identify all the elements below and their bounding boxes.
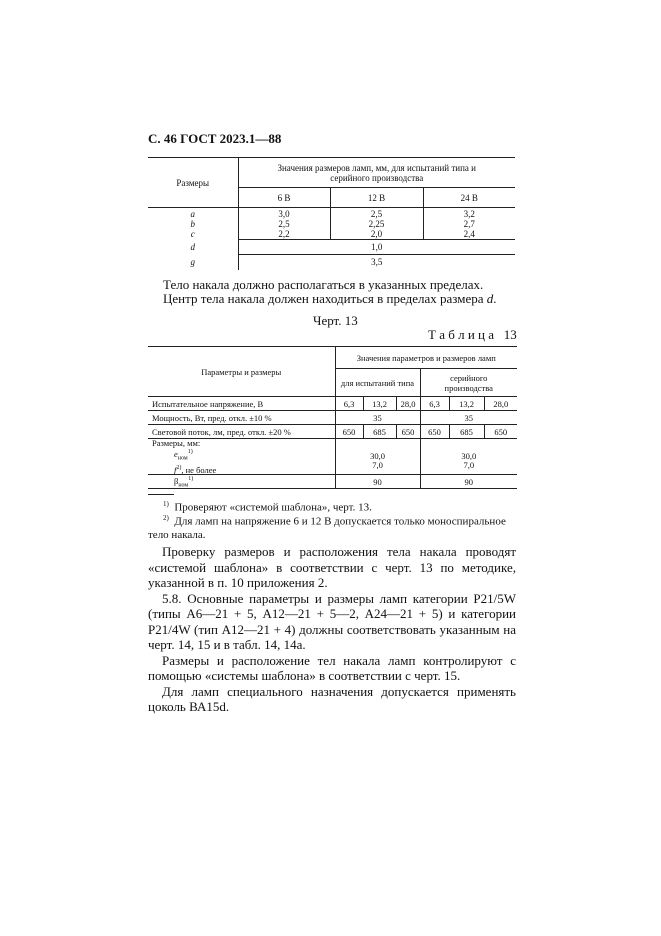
voltage-12v-header: 12 В — [330, 188, 423, 208]
flux-cell: 685 — [449, 425, 484, 439]
paragraph: Размеры и расположение тел накала ламп контролируют с помощью «системы шаблона» в соответствии с черт. 15. — [148, 652, 516, 683]
voltage-24v-header: 24 В — [423, 188, 515, 208]
values-24v: 3,2 2,7 2,4 — [423, 208, 515, 240]
flux-cell: 650 — [484, 425, 517, 439]
power-cell: 35 — [335, 411, 420, 425]
sizes-label: Размеры, мм: $e_{ном}^{1)}$ $f^{2)}$, не более — [148, 439, 335, 475]
parameters-table — [148, 346, 517, 489]
voltage-cell: 6,3 — [420, 397, 449, 411]
beta-serial-value: 90 — [420, 475, 517, 489]
value-d: 1,0 — [238, 240, 515, 255]
flux-cell: 650 — [396, 425, 420, 439]
footnote-1: $^{1)}$ Проверяют «системой шаблона», черт. 13. — [163, 500, 372, 514]
page-header: С. 46 ГОСТ 2023.1—88 — [148, 131, 282, 146]
footnote-2: $^{2)}$ Для ламп на напряжение 6 и 12 В допускается только моноспиральное тело накала. — [148, 514, 506, 541]
footnote-separator — [148, 494, 174, 495]
figure-caption: Черт. 13 — [313, 313, 358, 328]
sizes-type-values: 30,0 7,0 — [335, 439, 420, 475]
params-header: Параметры и размеры — [148, 347, 335, 397]
values-6v: 3,0 2,5 2,2 — [238, 208, 330, 240]
power-cell: 35 — [420, 411, 517, 425]
voltage-cell: 28,0 — [484, 397, 517, 411]
sizes-serial-values: 30,0 7,0 — [420, 439, 517, 475]
voltage-cell: 13,2 — [363, 397, 396, 411]
value-g: 3,5 — [238, 255, 515, 270]
body-text — [148, 544, 516, 715]
paragraph: Проверку размеров и расположения тела накала проводят «системой шаблона» в соответствии с черт. 13 по методике, указанной в п. 10 приложения 2. — [148, 544, 516, 590]
voltage-cell: 13,2 — [449, 397, 484, 411]
sizes-group-header: Значения размеров ламп, мм, для испытаний типа и серийного производства — [238, 158, 515, 188]
paragraph: Для ламп специального назначения допускается применять цоколь ВА15d. — [148, 683, 516, 714]
row-label-d: d — [190, 242, 195, 252]
voltage-cell: 28,0 — [396, 397, 420, 411]
serial-header: серийного производства — [420, 369, 517, 397]
row-label-g: g — [190, 257, 195, 267]
table-caption: Т а б л и ц а 13 — [428, 327, 517, 342]
flux-cell: 650 — [420, 425, 449, 439]
paragraph: 5.8. Основные параметры и размеры ламп категории P21/5W (типы А6—21 + 5, А12—21 + 5—2, А24—21 + 5) и категории P21/4W (тип А12—21 + 4) должны соответствовать указанным на черт. 14, 15 и в табл. 14, 14а. — [148, 590, 516, 652]
sizes-column-header: Размеры — [148, 158, 238, 208]
voltage-6v-header: 6 В — [238, 188, 330, 208]
values-12v: 2,5 2,25 2,0 — [330, 208, 423, 240]
flux-cell: 685 — [363, 425, 396, 439]
text-line-2: Центр тела накала должен находиться в пределах размера d. — [163, 291, 497, 306]
flux-cell: 650 — [335, 425, 363, 439]
voltage-label: Испытательное напряжение, В — [148, 397, 335, 411]
beta-label: $\beta_{ном}^{1)}$ — [148, 475, 335, 489]
power-label: Мощность, Вт, пред. откл. ±10 % — [148, 411, 335, 425]
beta-type-value: 90 — [335, 475, 420, 489]
lamp-sizes-table — [148, 157, 515, 270]
voltage-cell: 6,3 — [335, 397, 363, 411]
values-header: Значения параметров и размеров ламп — [335, 347, 517, 369]
text-line-1: Тело накала должно располагаться в указанных пределах. — [163, 277, 484, 292]
flux-label: Световой поток, лм, пред. откл. ±20 % — [148, 425, 335, 439]
type-test-header: для испытаний типа — [335, 369, 420, 397]
row-labels-abc: a b c — [148, 208, 238, 240]
